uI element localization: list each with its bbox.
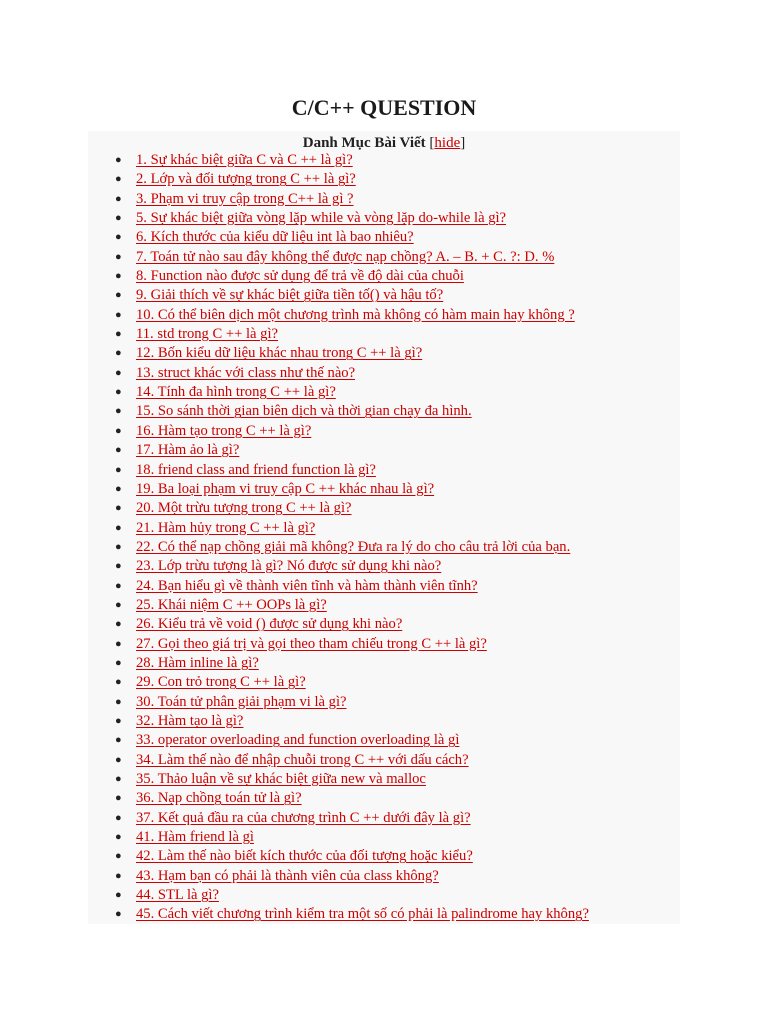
toc-item-link[interactable]: 5. Sự khác biệt giữa vòng lặp while và vòng lặp do-while là gì? [136, 210, 507, 227]
toc-item-link[interactable]: 25. Khái niệm C ++ OOPs là gì? [136, 596, 327, 613]
toc-item-link[interactable]: 22. Có thể nạp chồng giải mã không? Đưa ra lý do cho câu trả lời của bạn. [136, 538, 571, 555]
bullet-icon: ● [115, 386, 122, 399]
bullet-icon: ● [115, 656, 122, 669]
toc-heading: Danh Mục Bài Viết [302, 135, 426, 151]
bullet-icon: ● [115, 560, 122, 573]
toc-item-link[interactable]: 9. Giải thích về sự khác biệt giữa tiền tố() và hậu tố? [136, 287, 444, 304]
bullet-icon: ● [115, 753, 122, 766]
bullet-icon: ● [115, 908, 122, 921]
bullet-icon: ● [115, 734, 122, 747]
toc-item [88, 190, 680, 209]
toc-item-link[interactable]: 23. Lớp trừu tượng là gì? Nó được sử dụng khi nào? [136, 558, 442, 575]
page-title: C/C++ QUESTION [291, 95, 477, 120]
toc-item [88, 673, 680, 692]
toc-item [88, 286, 680, 305]
toc-item [88, 847, 680, 866]
bullet-icon: ● [115, 714, 122, 727]
bullet-icon: ● [115, 270, 122, 283]
bullet-icon: ● [115, 173, 122, 186]
toc-item-link[interactable]: 1. Sự khác biệt giữa C và C ++ là gì? [136, 152, 353, 168]
toc-item [88, 344, 680, 363]
toc-item-link[interactable]: 33. operator overloading and function overloading là gì [136, 732, 460, 749]
bullet-icon: ● [115, 850, 122, 863]
toc-item-link[interactable]: 21. Hàm hủy trong C ++ là gì? [136, 519, 316, 536]
toc-item [88, 267, 680, 286]
toc-item-link[interactable]: 16. Hàm tạo trong C ++ là gì? [136, 422, 312, 439]
bullet-icon: ● [115, 444, 122, 457]
toc-item [88, 867, 680, 886]
toc-item-link[interactable]: 29. Con trỏ trong C ++ là gì? [136, 674, 306, 691]
toc-item [88, 712, 680, 731]
toc-item [88, 557, 680, 576]
toc-item [88, 306, 680, 325]
toc-item-link[interactable]: 19. Ba loại phạm vi truy cập C ++ khác nhau là gì? [136, 480, 435, 497]
toc-item-link[interactable]: 44. STL là gì? [136, 887, 219, 904]
toc-item-link[interactable]: 34. Làm thế nào để nhập chuỗi trong C ++ với dấu cách? [136, 751, 469, 768]
toc-item [88, 151, 680, 170]
bullet-icon: ● [115, 618, 122, 631]
toc-item-link[interactable]: 14. Tính đa hình trong C ++ là gì? [136, 384, 336, 401]
bullet-icon: ● [115, 676, 122, 689]
toc-item-link[interactable]: 43. Hạm bạn có phải là thành viên của class không? [136, 867, 439, 884]
toc-item-link[interactable]: 15. So sánh thời gian biên dịch và thời gian chạy đa hình. [136, 403, 472, 420]
toc-item [88, 596, 680, 615]
bullet-icon: ● [115, 154, 122, 166]
toc-item-link[interactable]: 32. Hàm tạo là gì? [136, 712, 244, 729]
bullet-icon: ● [115, 289, 122, 302]
toc-item [88, 828, 680, 847]
toc-item-link[interactable]: 42. Làm thế nào biết kích thước của đối tượng hoặc kiểu? [136, 848, 473, 865]
toc-item-link[interactable]: 18. friend class and friend function là gì? [136, 461, 376, 478]
bullet-icon: ● [115, 579, 122, 592]
toc-item-link[interactable]: 24. Bạn hiểu gì về thành viên tĩnh và hàm thành viên tĩnh? [136, 577, 478, 594]
table-of-contents [88, 131, 680, 924]
toc-item [88, 693, 680, 712]
bullet-icon: ● [115, 521, 122, 534]
bullet-icon: ● [115, 366, 122, 379]
bullet-icon: ● [115, 192, 122, 205]
toc-item [88, 519, 680, 538]
toc-item-link[interactable]: 13. struct khác với class như thế nào? [136, 364, 356, 381]
bullet-icon: ● [115, 502, 122, 515]
bullet-icon: ● [115, 482, 122, 495]
toc-item [88, 654, 680, 673]
bullet-icon: ● [115, 637, 122, 650]
toc-item [88, 402, 680, 421]
bullet-icon: ● [115, 250, 122, 263]
toc-item-link[interactable]: 12. Bốn kiểu dữ liệu khác nhau trong C ++ là gì? [136, 345, 423, 362]
toc-header [88, 131, 680, 153]
toc-item-link[interactable]: 20. Một trừu tượng trong C ++ là gì? [136, 500, 352, 517]
bullet-icon: ● [115, 792, 122, 805]
toc-item-link[interactable]: 10. Có thể biên dịch một chương trình mà không có hàm main hay không ? [136, 306, 575, 323]
toc-item [88, 480, 680, 499]
toc-item-link[interactable]: 6. Kích thước của kiểu dữ liệu int là bao nhiêu? [136, 229, 414, 246]
bullet-icon: ● [115, 540, 122, 553]
bullet-icon: ● [115, 598, 122, 611]
bullet-icon: ● [115, 347, 122, 360]
toc-item-link[interactable]: 30. Toán tử phân giải phạm vi là gì? [136, 693, 347, 710]
toc-item [88, 886, 680, 905]
toc-item-link[interactable]: 3. Phạm vi truy cập trong C++ là gì ? [136, 190, 354, 207]
toc-item [88, 209, 680, 228]
bullet-icon: ● [115, 308, 122, 321]
bullet-icon: ● [115, 831, 122, 844]
bullet-icon: ● [115, 869, 122, 882]
toc-item [88, 538, 680, 557]
toc-item [88, 170, 680, 189]
toc-item-link[interactable]: 45. Cách viết chương trình kiểm tra một số có phải là palindrome hay không? [136, 906, 589, 923]
toc-item [88, 441, 680, 460]
bullet-icon: ● [115, 889, 122, 902]
toc-item [88, 905, 680, 924]
toc-item-link[interactable]: 35. Thảo luận về sự khác biệt giữa new và malloc [136, 771, 426, 787]
toc-item [88, 461, 680, 480]
toc-item [88, 248, 680, 267]
toc-item-link[interactable]: 27. Gọi theo giá trị và gọi theo tham chiếu trong C ++ là gì? [136, 635, 487, 652]
toc-item [88, 789, 680, 808]
toc-item-link[interactable]: 36. Nạp chồng toán tử là gì? [136, 790, 302, 807]
toc-item-link[interactable]: 11. std trong C ++ là gì? [136, 326, 278, 343]
toc-item [88, 577, 680, 596]
toc-item [88, 635, 680, 654]
toc-item [88, 228, 680, 247]
toc-item [88, 422, 680, 441]
toc-item-link[interactable]: 41. Hàm friend là gì [136, 829, 254, 846]
bullet-icon: ● [115, 405, 122, 418]
toc-item [88, 364, 680, 383]
toc-item-link[interactable]: 8. Function nào được sử dụng để trả về độ dài của chuỗi [136, 268, 464, 285]
toc-item-link[interactable]: 28. Hàm inline là gì? [136, 654, 259, 671]
toc-item [88, 731, 680, 750]
bullet-icon: ● [115, 231, 122, 244]
bullet-icon: ● [115, 773, 122, 785]
toc-item [88, 615, 680, 634]
bullet-icon: ● [115, 463, 122, 476]
toc-item [88, 809, 680, 828]
bullet-icon: ● [115, 212, 122, 225]
toc-item-link[interactable]: 2. Lớp và đối tượng trong C ++ là gì? [136, 171, 356, 188]
toc-item-link[interactable]: 7. Toán tử nào sau đây không thể được nạp chồng? A. – B. + C. ?: D. % [136, 248, 555, 265]
toc-item [88, 499, 680, 518]
toc-list [88, 151, 680, 925]
toc-item-link[interactable]: 26. Kiểu trả về void () được sử dụng khi nào? [136, 616, 403, 633]
bullet-icon: ● [115, 811, 122, 824]
bullet-icon: ● [115, 424, 122, 437]
toc-item [88, 770, 680, 789]
toc-item-link[interactable]: 37. Kết quả đầu ra của chương trình C ++ dưới đây là gì? [136, 809, 471, 826]
toc-hide-wrapper: [hide] [429, 135, 466, 151]
bullet-icon: ● [115, 328, 122, 341]
toc-item [88, 751, 680, 770]
toc-item [88, 383, 680, 402]
toc-item [88, 325, 680, 344]
toc-item-link[interactable]: 17. Hàm ảo là gì? [136, 442, 240, 459]
bullet-icon: ● [115, 695, 122, 708]
toc-hide-link[interactable]: hide [434, 135, 461, 151]
